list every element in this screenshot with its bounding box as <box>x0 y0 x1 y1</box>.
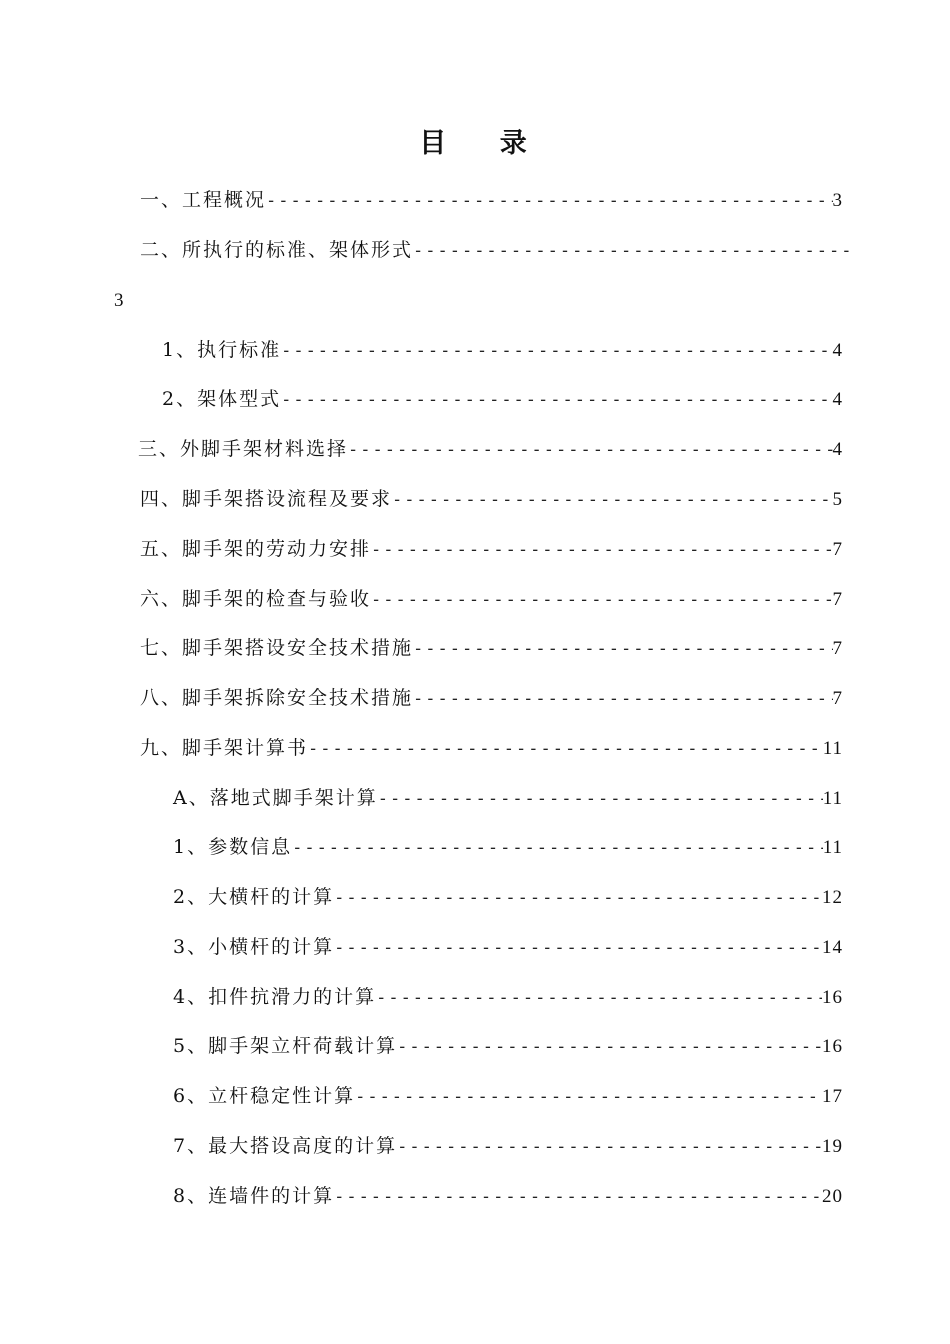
toc-leader <box>334 933 822 963</box>
toc-entry <box>140 185 843 215</box>
toc-entry-page: 7 <box>832 589 843 610</box>
toc-leader <box>355 1082 822 1112</box>
toc-entry-page-wrapped: 3 <box>114 290 124 311</box>
toc-entry <box>140 534 843 564</box>
toc-entry-label: 七、脚手架搭设安全技术措施 <box>140 637 414 659</box>
toc-entry-page: 4 <box>832 439 843 460</box>
toc-entry-label: 5、脚手架立杆荷载计算 <box>173 1035 398 1057</box>
toc-entry <box>173 1031 843 1061</box>
toc-entry <box>140 733 843 763</box>
toc-entry-label: 九、脚手架计算书 <box>140 737 309 759</box>
toc-entry-page: 19 <box>822 1136 843 1157</box>
toc-entry-page: 5 <box>832 489 843 510</box>
toc-entry-label: 4、扣件抗滑力的计算 <box>173 986 377 1008</box>
toc-entry <box>173 982 843 1012</box>
toc-entry-label: A、落地式脚手架计算 <box>173 787 378 809</box>
toc-entry-label: 四、脚手架搭设流程及要求 <box>140 488 393 510</box>
toc-entry-label: 1、参数信息 <box>173 836 293 858</box>
toc-leader <box>397 1032 822 1062</box>
toc-leader <box>308 734 823 764</box>
toc-entry-page: 7 <box>832 539 843 560</box>
toc-entry-page: 17 <box>822 1086 843 1107</box>
toc-entry <box>173 932 843 962</box>
toc-entry <box>140 683 843 713</box>
toc-entry <box>173 1181 843 1211</box>
toc-entry-label: 三、外脚手架材料选择 <box>138 438 349 460</box>
toc-entry-label: 六、脚手架的检查与验收 <box>140 588 372 610</box>
toc-entry-page: 7 <box>832 688 843 709</box>
toc-leader <box>334 1182 822 1212</box>
toc-entry-page: 16 <box>822 1036 843 1057</box>
toc-entry-label: 八、脚手架拆除安全技术措施 <box>140 687 414 709</box>
toc-entry-page: 3 <box>832 190 843 211</box>
toc-entry-page: 11 <box>822 738 843 759</box>
toc-entry-page: 11 <box>822 788 843 809</box>
toc-leader <box>413 684 832 714</box>
toc-entry <box>173 882 843 912</box>
toc-entry-label: 7、最大搭设高度的计算 <box>173 1135 398 1157</box>
toc-leader <box>266 186 832 216</box>
toc-entry <box>173 1131 843 1161</box>
page-title: 目 录 <box>419 128 549 159</box>
toc-entry <box>162 335 843 365</box>
toc-entry <box>140 584 843 614</box>
toc-entry-page: 7 <box>832 638 843 659</box>
toc-entry <box>140 633 843 663</box>
toc-entry <box>140 484 843 514</box>
toc-entry <box>173 783 843 813</box>
toc-leader <box>281 336 832 366</box>
toc-entry-page: 4 <box>832 389 843 410</box>
toc-leader <box>413 634 832 664</box>
toc-leader <box>281 385 832 415</box>
toc-entry-label: 6、立杆稳定性计算 <box>173 1085 356 1107</box>
toc-entry <box>162 384 843 414</box>
toc-entry-label: 1、执行标准 <box>162 339 282 361</box>
toc-entry-label: 8、连墙件的计算 <box>173 1185 335 1207</box>
toc-leader <box>334 883 822 913</box>
toc-entry <box>173 832 843 862</box>
toc-leader <box>376 983 822 1013</box>
toc-entry-page: 4 <box>832 340 843 361</box>
toc-leader <box>397 1132 822 1162</box>
toc-entry <box>173 1081 843 1111</box>
toc-leader <box>292 833 823 863</box>
toc-leader <box>413 236 855 266</box>
toc-entry-label: 一、工程概况 <box>140 189 267 211</box>
toc-leader <box>371 535 832 565</box>
toc-entry-page: 12 <box>822 887 843 908</box>
toc-entry-page: 11 <box>822 837 843 858</box>
toc-entry-label: 2、大横杆的计算 <box>173 886 335 908</box>
toc-entry-page: 16 <box>822 987 843 1008</box>
toc-entry <box>140 235 855 265</box>
toc-entry-label: 二、所执行的标准、架体形式 <box>140 239 414 261</box>
toc-entry-label: 3、小横杆的计算 <box>173 936 335 958</box>
toc-leader <box>371 585 832 615</box>
toc-leader <box>378 784 823 814</box>
toc-leader <box>392 485 832 515</box>
toc-entry-label: 五、脚手架的劳动力安排 <box>140 538 372 560</box>
toc-entry <box>138 434 843 464</box>
toc-leader <box>348 435 832 465</box>
toc-entry-label: 2、架体型式 <box>162 388 282 410</box>
toc-entry-page: 14 <box>822 937 843 958</box>
toc-entry-page: 20 <box>822 1186 843 1207</box>
